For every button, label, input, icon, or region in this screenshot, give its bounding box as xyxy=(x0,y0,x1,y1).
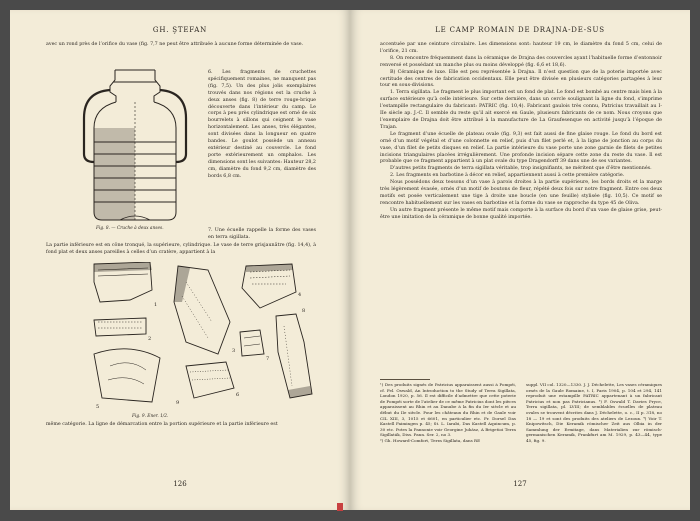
sherd-6 xyxy=(186,362,234,398)
fig9-sherds-drawing xyxy=(90,262,315,414)
fig8-caption: Fig. 8. — Cruche à deux anses. xyxy=(96,226,164,231)
fig8-jug-drawing xyxy=(80,62,190,227)
right-paragraph-6: D’autres petits fragments de terra sigillata véritable, trop insignifiants, ne méritent que d’être mentionnés. xyxy=(390,166,652,172)
left-page xyxy=(10,10,350,510)
right-body xyxy=(380,42,662,222)
left-side-paragraph-2: 7. Une écuelle rappelle la forme des vases en terra sigillata. xyxy=(208,228,316,240)
footnote-rule xyxy=(380,379,430,380)
footnote-2: ²) Gh. Howard-Comfort, Terra Sigillata, dans RE xyxy=(380,437,481,443)
left-running-head: GH. ŞTEFAN xyxy=(152,26,208,34)
right-paragraph-9: Un autre fragment présente le même motif mais comporte à la surface du bord d’un vase de glaise grise, peut-être une imitation de la céramique de bonne qualité importée. xyxy=(380,207,662,220)
left-top-paragraph: avec un rond près de l’orifice du vase (fig. 7,7 ne peut être attribuée à aucune forme déterminée de vase. xyxy=(46,42,304,47)
right-paragraph-2: 8. On rencontre fréquemment dans la céramique de Drajna des couvercles ayant l’habituelle forme d’entonnoir renversé et possédant un manche plus ou moins développé (fig. 6,6 et 18,6). xyxy=(380,55,662,68)
right-paragraph-5: Le fragment d’une écuelle de plateau ovale (fig. 9,3) est fait aussi de fine glaise rouge. Le fond du bord est orné d’un motif végétal et d’une colonnette en relief, puis d’un filet perlé et, à la ligne de jonction au corps du vase, d’un filet de petits disques en relief. La partie intérieure du vase porte une zone garnie de filets de petites incisions triangulaires placées irrégulièrement. Une profonde incision sépare cette zone du reste du vase. Il est probable que ce fragment appartient à un plat ovale du type Dragendorff 39 dans une de ses variantes. xyxy=(380,131,662,165)
bookmark-ribbon xyxy=(337,503,343,511)
footnotes-column-left xyxy=(380,382,516,444)
fig9-label-7: 7 xyxy=(266,356,270,362)
fig9-label-2: 2 xyxy=(148,336,152,342)
right-page-number: 127 xyxy=(513,480,527,488)
left-page-number: 126 xyxy=(173,480,187,488)
fig9-caption: Fig. 9. Ener. 1/2. xyxy=(132,414,169,419)
right-running-head: LE CAMP ROMAIN DE DRAJNA-DE-SUS xyxy=(435,26,605,34)
right-paragraph-7: 2. Les fragments en barbotine à décor en relief, appartiennent aussi à cette première catégorie. xyxy=(390,173,625,179)
fig9-label-8: 8 xyxy=(302,308,306,314)
fig9-label-5: 5 xyxy=(96,404,100,410)
sherd-5 xyxy=(94,349,160,402)
footnotes-column-right xyxy=(526,382,662,444)
left-middle-paragraph: La partie inférieure est en cône tronqué, la supérieure, cylindrique. Le vase de terre grisjaunâtre (fig. 14,4), à fond plat et deux anses pareilles à celles d’un cratère, appartient à la xyxy=(46,243,316,255)
footnote-1: ¹) Des produits signés de Patricius apparaissent aussi à Pompéi, cf. Fel. Oswald, An Introduction to the Study of Terra Sigillata, London 1920, p. 56. Il est difficile d’admettre que cette poterie de Pompéi sorte de l’atelier de ce même Patricius dont les pièces apparaissent au Rhin et au Danube à la fin du Ier siècle et au début du IIe siècle. Pour les châteaux du Rhin et de Gaule voir CIL XIII, 3, 1015 et 6601, en particulier etc. Fr. Dorsel Das Kastell Faimingen p. 45; St. L. Iarabi, Das Kastell Aquincum, p. 30 etc. Potes la Pannonie voir Georgine Juhász, A Brigetioi Terra Sigillaták, Diss. Pann. Ser. 2, no 3. xyxy=(380,382,516,438)
fig9-label-4: 4 xyxy=(298,292,302,298)
footnote-3: suppl. VII col. 1320—1330. J. J. Déchelette, Les vases céramiques ornés de la Gaule Romaine, t. I, Paris 1904, p. 104 et 294, 141 reproduit une estampille PATRIC appartenant à un fabricant Patricius et non pas Patricianus. ³) F. Oswald T. Davies Pryce, Terra sigillata, pl. LVIII; de semblables écuelles de plateau ovales se trouvent décrites dans J. Déchelette, o. c., II p. 318, no 18 — 19 et sont des produits des ateliers de Lezoux. ⁴) Voir T. Knipowitsch, Die Keramik römischer Zeit aus Olbia in der Sammlung der Ermitage, dans Materialien zur römisch-germanischen Keramik, Frankfurt am M. 1929, p. 43—44, type 45, fig. 9. xyxy=(526,382,662,443)
right-paragraph-8: Nous possédons deux tessons d’un vase à parois droites à la partie supérieure, les bords droits et la marge très légèrement évasée, ornés d’un motif de boutons de fleur, répété deux fois sur notre fragment. Entre ces deux motifs est posée verticalement une tige à droite une boucle (en une feuille) stylisée (fig. 10,5). Ce motif se rencontre habituellement sur les vases en barbotine et la forme du vase se rapproche du type 45 de Oliva. xyxy=(380,180,662,206)
left-bottom-paragraph: même catégorie. La ligne de démarcation entre la portion supérieure et la partie inférieure est xyxy=(46,422,278,427)
right-paragraph-3: B) Céramique de luxe. Elle est peu représentée à Drajna. Il n’est question que de la poterie importée avec certitude des centres de fabrication occidentaux. Elle peut être divisée en plusieurs catégories partagées à leur tour en sous-divisions. xyxy=(380,69,662,89)
right-paragraph-4: 1. Terra sigillata. Le fragment le plus important est un fond de plat. Le fond est bombé au centre mais bien à la surface extérieure qu’à celle intérieure. Sur cette dernière, dans un cercle soulignant la ligne du fond, s’imprime l’estampille rectangulaire du fabricant: PATRIC (fig. 10,4). Fabricant gaulois très connu, Patricius travaillait au I-IIe siècle ap. J.-C. Il semble du reste qu’il ait exercé en Gaule, plusieurs fabricants de ce nom. Nous croyons que l’exemplaire de Drajna doit être attribué à la manufacture de La Graufesenque en activité jusqu’à l’époque de Trajan. xyxy=(380,90,662,130)
sherd-7 xyxy=(276,314,312,398)
open-book xyxy=(10,10,690,510)
fig9-label-3: 3 xyxy=(232,348,236,354)
fig9-label-9: 9 xyxy=(176,400,180,406)
fig9-label-1: 1 xyxy=(154,302,158,308)
left-side-paragraph: 6. Les fragments de cruchettes spécifiquement romaines, ne manquent pas (fig. 7,5). Un des plus jolis exemplaires trouvés dans nos régions est la cruche à deux anses (fig. 8) de terre rouge-brique découverte dans l’intérieur du camp. Le corps à peu près cylindrique est orné de six bourrelets à sillons qui ceignent le vase horizontalement. Les anses, très élégantes, sont divisées dans la longueur en quatre bandes. Le goulot possède un anneau extérieur destiné au couvercle. Le fond porte extérieurement un omphalos. Les dimensions sont les suivantes: Hauteur 28,2 cm, diamètre du fond 9,2 cm, diamètre des bords 6,8 cm. xyxy=(208,70,316,179)
sherd-8 xyxy=(240,330,264,356)
right-page xyxy=(350,10,690,510)
right-paragraph-1: accentuée par une ceinture circulaire. Les dimensions sont: hauteur 19 cm, le diamètre du fond 5 cm, celui de l’orifice, 21 cm. xyxy=(380,42,662,54)
sherd-2 xyxy=(94,318,146,336)
fig9-label-6: 6 xyxy=(236,392,240,398)
